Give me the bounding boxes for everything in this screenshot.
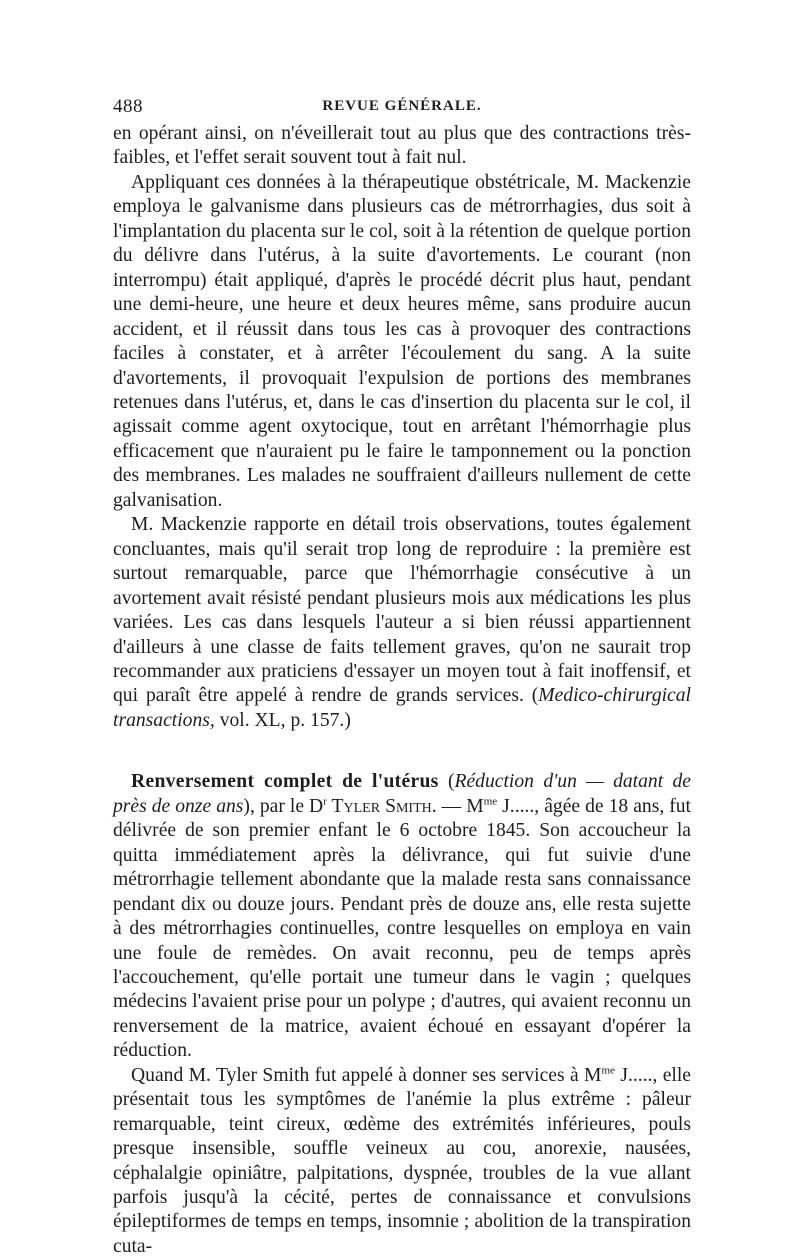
section-subtitle: Réduction d'un — datant de près de onze ans (113, 771, 692, 817)
paragraph-mackenzie-galvanism: Appliquant ces données à la thérapeutique obstétricale, M. Mackenzie employa le galvanisme dans plusieurs cas de métrorrhagies, dus soit à l'implantation du placenta sur le col, soit à la rétention de quelque portion du délivre dans l'utérus, à la suite d'avortements. Le courant (non interrompu) était appliqué, d'après le procédé décrit plus haut, pendant une demi-heure, une heure et deux heures même, sans produire aucun accident, et il réussit dans tous les cas à provoquer des contractions faciles à constater, et à arrêter l'écoulement du sang. A la suite d'avortements, il provoquait l'expulsion de portions des membranes retenues dans l'utérus, et, dans le cas d'insertion du placenta sur le col, il agissait comme agent oxytocique, tout en arrêtant l'hémorrhagie plus efficacement que n'auraient pu le faire le tamponnement ou la ponction des membranes. Les malades ne souffraient d'ailleurs nullement de cette galvanisation. (113, 171, 691, 511)
mme-superscript-2: me (601, 1064, 615, 1077)
source-citation: Medico-chirurgical transactions, (113, 685, 691, 731)
source-volume: vol. XL, p. 157.) (214, 709, 351, 731)
paragraph-continuation: en opérant ainsi, on n'éveillerait tout au plus que des contractions très-faibles, et l'effet serait souvent tout à fait nul. (113, 123, 691, 169)
dr-superscript: r (323, 795, 327, 808)
section-heading: Renversement complet de l'utérus (131, 771, 439, 793)
author-name: Tyler Smith (326, 795, 432, 817)
page-header (113, 96, 691, 122)
symptoms-prefix: Quand M. Tyler Smith fut appelé à donner ses services à M (131, 1064, 602, 1086)
mme-superscript: me (483, 795, 498, 808)
mme-prefix: . — M (431, 795, 484, 817)
paren-open: ( (438, 771, 455, 793)
observations-text: M. Mackenzie rapporte en détail trois observations, toutes également concluantes, mais qu'il serait trop long de reproduire : la première est surtout remarquable, parce que l'hémorrhagie consécutive à un avortement avait résisté pendant plusieurs mois aux médications les plus variées. Les cas dans lesquels l'auteur a si bien réussi appartiennent d'ailleurs à une classe de faits tellement graves, qu'on ne saurait trop recommander aux praticiens d'essayer un moyen tout à fait inoffensif, et qui paraît être appelé à rendre de grands services. ( (113, 514, 691, 707)
page-number: 488 (113, 96, 143, 117)
running-title: REVUE GÉNÉRALE. (322, 98, 482, 114)
document-page (113, 96, 691, 1259)
section-renversement (113, 770, 691, 1063)
par-le: ), par le D (243, 795, 324, 817)
symptoms-text: J....., elle présentait tous les symptômes de l'anémie la plus extrême : pâleur remarquable, teint cireux, œdème des extrémités inférieures, pouls presque insensible, souffle veineux au cou, anorexie, nausées, céphalalgie opiniâtre, palpitations, dyspnée, troubles de la vue allant parfois jusqu'à la cécité, pertes de connaissance et convulsions épileptiformes de temps en temps, insomnie ; abolition de la transpiration cuta- (113, 1064, 692, 1257)
section-gap (113, 733, 691, 770)
paragraph-symptoms (113, 1064, 691, 1259)
case-text: J....., âgée de 18 ans, fut délivrée de son premier enfant le 6 octobre 1845. Son accoucheur la quitta immédiatement après la délivrance, qui fut suivie d'une métrorrhagie tellement abondante que la malade resta sans connaissance pendant dix ou douze jours. Pendant près de douze ans, elle resta sujette à des métrorrhagies continuelles, contre lesquelles on employa en vain une foule de remèdes. On avait reconnu, peu de temps après l'accouchement, qu'elle portait une tumeur dans le vagin ; quelques médecins l'avaient prise pour un polype ; d'autres, qui avaient reconnu un renversement de la matrice, avaient échoué en essayant d'opérer la réduction. (113, 795, 692, 1062)
paragraph-mackenzie-observations (113, 513, 691, 733)
